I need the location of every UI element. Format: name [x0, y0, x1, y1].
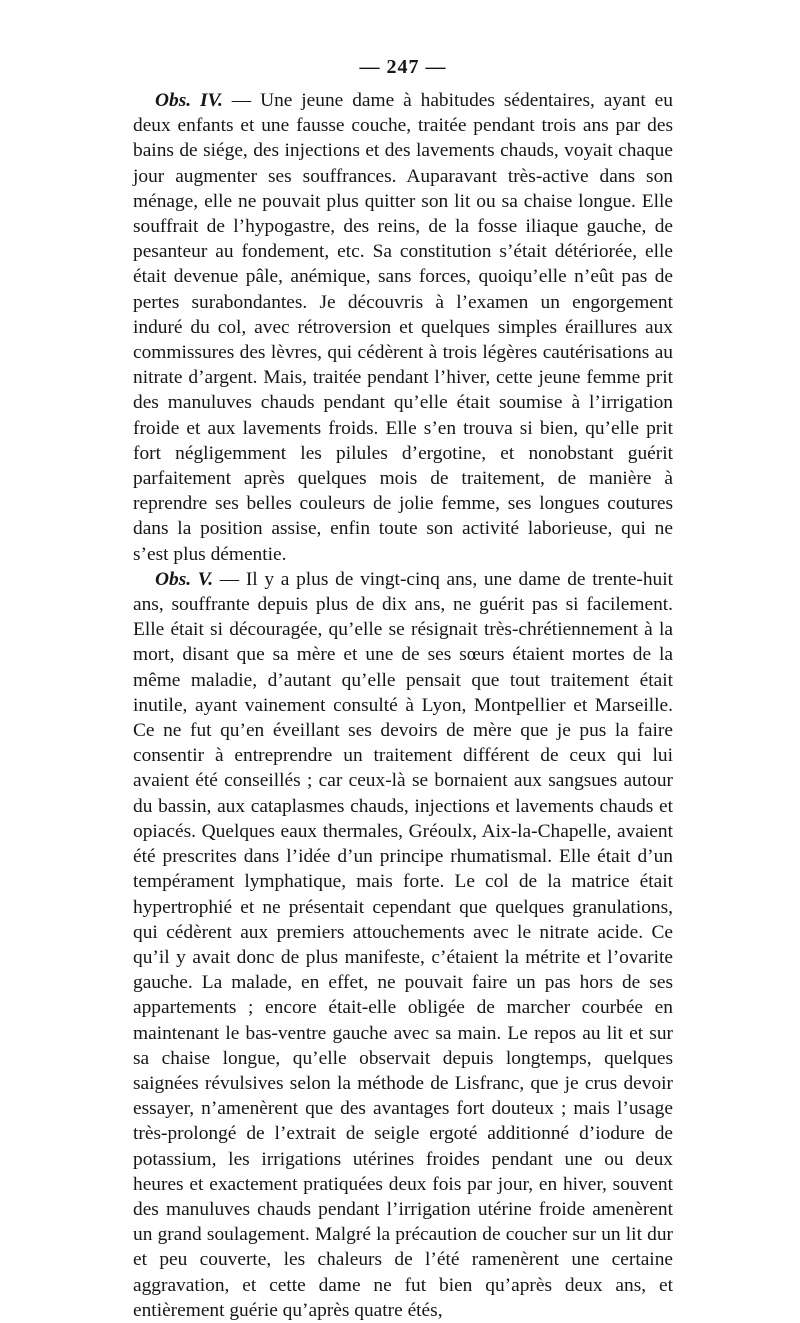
observation-label: Obs. IV.: [155, 90, 223, 111]
observation-label: Obs. V.: [155, 568, 214, 590]
page-number: — 247 —: [359, 56, 447, 78]
book-page: [133, 54, 673, 1323]
observation-text: — Une jeune dame à habitudes sédentaires, ayant eu deux enfants et une fausse couche, traitée pendant trois ans par des bains de siége, des injections et des lavements chauds, voyait chaque jour augmenter ses souffrances. Auparavant très-active dans son ménage, elle ne pouvait plus quitter son lit ou sa chaise longue. Elle souffrait de l’hypogastre, des reins, de la fosse iliaque gauche, de pesanteur au fondement, etc. Sa constitution s’était détériorée, elle était devenue pâle, anémique, sans forces, quoiqu’elle n’eût pas de pertes surabondantes. Je découvris à l’examen un engorgement induré du col, avec rétroversion et quelques simples éraillures aux commissures des lèvres, qui cédèrent à trois légères cautérisations au nitrate d’argent. Mais, traitée pendant l’hiver, cette jeune femme prit des manuluves chauds pendant qu’elle était soumise à l’irrigation froide et aux lavements froids. Elle s’en trouva si bien, qu’elle prit fort négligemment les pilules d’ergotine, et nonobstant guérit parfaitement après quelques mois de traitement, de manière à reprendre ses belles couleurs de jolie femme, ses longues coutures dans la position assise, enfin toute son activité laborieuse, qui ne s’est plus démentie.: [133, 90, 673, 565]
observation-paragraph: [133, 88, 673, 567]
observation-paragraph: [133, 567, 673, 1323]
observation-text: — Il y a plus de vingt-cinq ans, une dame de trente-huit ans, souffrante depuis plus de dix ans, ne guérit pas si facilement. Elle était si découragée, qu’elle se résignait très-chrétiennement à la mort, disant que sa mère et une de ses sœurs étaient mortes de la même maladie, d’autant qu’elle pensait que tout traitement était inutile, ayant vainement consulté à Lyon, Montpellier et Marseille. Ce ne fut qu’en éveillant ses devoirs de mère que je pus la faire consentir à entreprendre un traitement différent de ceux qui lui avaient été conseillés ; car ceux-là se bornaient aux sangsues autour du bassin, aux cataplasmes chauds, injections et lavements chauds et opiacés. Quelques eaux thermales, Gréoulx, Aix-la-Chapelle, avaient été prescrites dans l’idée d’un principe rhumatismal. Elle était d’un tempérament lymphatique, mais forte. Le col de la matrice était hypertrophié et ne présentait cependant que quelques granulations, qui cédèrent aux premiers attouchements avec le nitrate acide. Ce qu’il y avait donc de plus manifeste, c’étaient la métrite et l’ovarite gauche. La malade, en effet, ne pouvait faire un pas hors de ses appartements ; encore était-elle obligée de marcher courbée en maintenant le bas-ventre gauche avec sa main. Le repos au lit et sur sa chaise longue, qu’elle observait depuis longtemps, quelques saignées révulsives selon la méthode de Lisfranc, que je crus devoir essayer, n’amenèrent que des avantages fort douteux ; mais l’usage très-prolongé de l’extrait de seigle ergoté additionné d’iodure de potassium, les irrigations utérines froides pendant une ou deux heures et exactement pratiquées deux fois par jour, en hiver, souvent des manuluves chauds pendant l’irrigation utérine froide amenèrent un grand soulagement. Malgré la précaution de coucher sur un lit dur et peu couverte, les chaleurs de l’été ramenèrent une certaine aggravation, et cette dame ne fut bien qu’après deux ans, et entièrement guérie qu’après quatre étés,: [133, 568, 673, 1321]
